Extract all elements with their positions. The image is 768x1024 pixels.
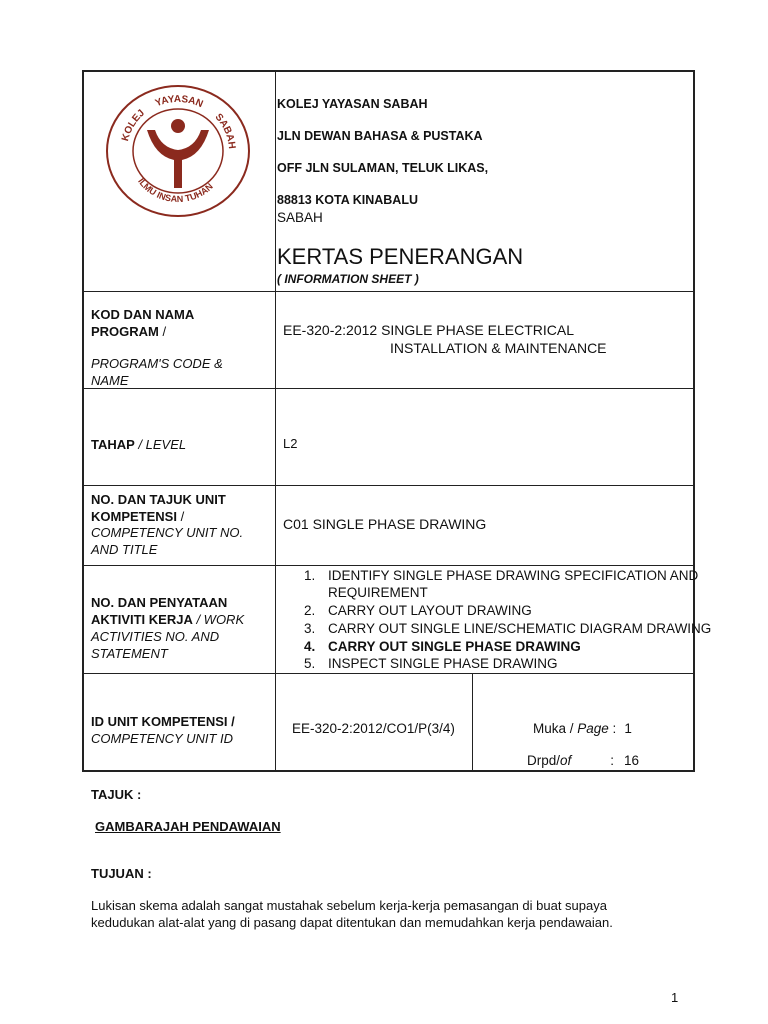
of-value: 16	[624, 753, 640, 768]
program-label-sep: /	[158, 324, 167, 339]
page-label: Muka /	[533, 721, 578, 736]
logo-head-icon	[171, 119, 185, 133]
logo-top-text: YAYASAN	[153, 93, 205, 111]
activity-number: 2.	[304, 603, 316, 618]
document-title: KERTAS PENERANGAN	[277, 244, 524, 269]
logo-bottom-text: ILMU INSAN TUHAN	[136, 176, 215, 205]
activity-text: CARRY OUT SINGLE PHASE DRAWING	[328, 639, 581, 654]
page-number: 1	[671, 990, 679, 1005]
svg-text:YAYASAN	[154, 94, 205, 110]
page-label-en: Page	[577, 721, 609, 736]
address-line: JLN DEWAN BAHASA & PUSTAKA	[277, 129, 483, 143]
activity-text: INSPECT SINGLE PHASE DRAWING	[328, 656, 558, 671]
level-value: L2	[283, 436, 298, 451]
column-divider	[275, 72, 276, 770]
logo-left-text: KOLEJ	[120, 107, 147, 143]
logo-right-text: SABAH	[212, 111, 238, 150]
row-divider	[84, 673, 694, 674]
of-label: Drpd/	[527, 753, 561, 768]
address-state: SABAH	[277, 210, 323, 225]
activities-label-en: / WORK ACTIVITIES NO. AND STATEMENT	[91, 612, 245, 661]
level-label-en: / LEVEL	[134, 437, 187, 452]
address-line: KOLEJ YAYASAN SABAH	[277, 97, 428, 111]
activity-item	[304, 620, 711, 638]
tajuk-label: TAJUK :	[91, 787, 142, 802]
tujuan-paragraph: Lukisan skema adalah sangat mustahak sebelum kerja-kerja pemasangan di buat supaya kedudukan alat-alat yang di pasang dapat ditentukan dan memudahkan kerja pendawaian.	[91, 898, 613, 930]
activities-label	[91, 594, 271, 662]
program-label-en: PROGRAM'S CODE & NAME	[91, 356, 223, 388]
unit-value: C01 SINGLE PHASE DRAWING	[283, 516, 487, 532]
page-colon: :	[608, 721, 617, 736]
document-subtitle: ( INFORMATION SHEET )	[277, 272, 419, 286]
activity-number: 4.	[304, 639, 316, 654]
activity-text: CARRY OUT LAYOUT DRAWING	[328, 603, 532, 618]
program-label	[91, 306, 251, 340]
page-indicator	[533, 721, 632, 736]
activity-item-current	[304, 638, 581, 656]
activity-text: CARRY OUT SINGLE LINE/SCHEMATIC DIAGRAM DRAWING	[328, 621, 712, 636]
college-logo	[105, 84, 251, 218]
activity-number: 1.	[304, 568, 316, 583]
row-divider	[84, 565, 694, 566]
unit-id-label-en: COMPETENCY UNIT ID	[91, 731, 234, 746]
svg-text:SABAH	[213, 112, 237, 150]
column-divider	[472, 673, 473, 770]
activity-item	[304, 567, 698, 585]
logo-figure-icon	[147, 130, 209, 188]
unit-label-bold: NO. DAN TAJUK UNIT KOMPETENSI	[91, 492, 226, 524]
row-divider	[84, 291, 694, 292]
activity-text: IDENTIFY SINGLE PHASE DRAWING SPECIFICATION AND	[328, 568, 699, 583]
tajuk-value: GAMBARAJAH PENDAWAIAN	[95, 819, 281, 834]
program-label-bold: KOD DAN NAMA PROGRAM	[91, 307, 194, 339]
activities-label-bold: NO. DAN PENYATAAN AKTIVITI KERJA	[91, 595, 228, 627]
page-value: 1	[624, 721, 632, 736]
level-label-bold: TAHAP	[91, 437, 135, 452]
level-label	[91, 436, 271, 453]
unit-id-label: ID UNIT KOMPETENSI /	[91, 714, 235, 729]
unit-label-en: COMPETENCY UNIT NO. AND TITLE	[91, 525, 244, 557]
program-value: EE-320-2:2012 SINGLE PHASE ELECTRICAL	[283, 322, 575, 338]
program-value-cont: INSTALLATION & MAINTENANCE	[390, 340, 607, 356]
address-line: 88813 KOTA KINABALU	[277, 193, 418, 207]
total-pages	[527, 753, 639, 768]
unit-label	[91, 491, 271, 525]
of-label-en: of	[560, 753, 572, 768]
activity-item-cont: REQUIREMENT	[328, 585, 428, 600]
unit-id-value: EE-320-2:2012/CO1/P(3/4)	[292, 721, 455, 736]
row-divider	[84, 485, 694, 486]
activity-number: 3.	[304, 621, 316, 636]
activity-item	[304, 602, 532, 620]
of-colon: :	[610, 753, 615, 768]
tujuan-label: TUJUAN :	[91, 866, 152, 881]
activity-item	[304, 655, 558, 673]
unit-label-sep: /	[176, 509, 185, 524]
address-line: OFF JLN SULAMAN, TELUK LIKAS,	[277, 161, 489, 175]
activity-number: 5.	[304, 656, 316, 671]
